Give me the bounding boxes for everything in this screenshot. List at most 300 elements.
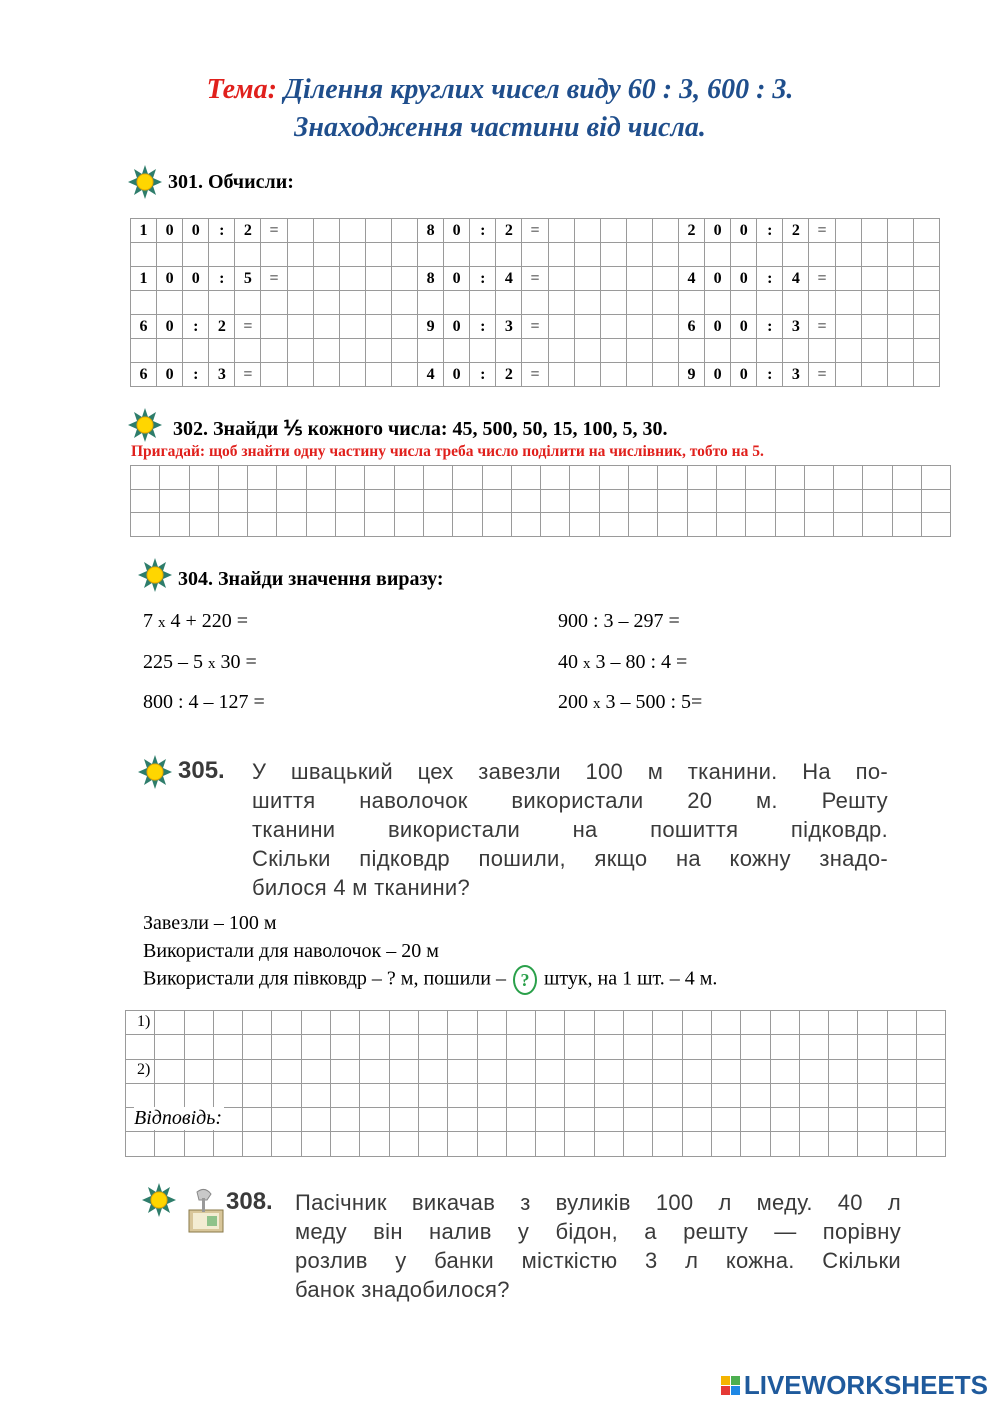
grid-cell[interactable] <box>771 1132 800 1156</box>
grid-cell[interactable] <box>331 1035 360 1059</box>
grid-cell[interactable] <box>888 243 914 267</box>
grid-cell[interactable] <box>683 1011 712 1035</box>
grid-cell[interactable] <box>261 363 287 387</box>
grid-cell[interactable] <box>272 1060 301 1084</box>
grid-cell[interactable] <box>595 1084 624 1108</box>
grid-cell[interactable] <box>365 513 394 537</box>
grid-cell[interactable] <box>805 490 834 514</box>
grid-cell[interactable] <box>627 315 653 339</box>
grid-cell[interactable] <box>478 1011 507 1035</box>
grid-cell[interactable] <box>683 1060 712 1084</box>
grid-cell[interactable] <box>302 1060 331 1084</box>
grid-cell[interactable] <box>829 1084 858 1108</box>
grid-cell[interactable] <box>746 513 775 537</box>
grid-cell[interactable] <box>653 1084 682 1108</box>
grid-cell[interactable] <box>185 1060 214 1084</box>
grid-cell[interactable] <box>507 1011 536 1035</box>
grid-cell[interactable] <box>470 291 496 315</box>
grid-cell[interactable] <box>536 1060 565 1084</box>
grid-cell[interactable] <box>629 490 658 514</box>
grid-cell[interactable] <box>366 291 392 315</box>
grid-cell[interactable] <box>272 1011 301 1035</box>
grid-cell[interactable] <box>624 1060 653 1084</box>
grid-cell[interactable] <box>261 243 287 267</box>
grid-cell[interactable] <box>627 363 653 387</box>
grid-cell[interactable] <box>741 1060 770 1084</box>
grid-cell[interactable] <box>888 219 914 243</box>
grid-cell[interactable] <box>288 243 314 267</box>
grid-cell[interactable] <box>829 1035 858 1059</box>
grid-cell[interactable] <box>243 1060 272 1084</box>
grid-cell[interactable] <box>653 363 679 387</box>
grid-cell[interactable] <box>395 513 424 537</box>
grid-cell[interactable] <box>565 1035 594 1059</box>
grid-cell[interactable] <box>914 219 940 243</box>
grid-cell[interactable] <box>331 1084 360 1108</box>
grid-cell[interactable] <box>183 243 209 267</box>
grid-cell[interactable] <box>126 1132 155 1156</box>
grid-cell[interactable] <box>340 315 366 339</box>
grid-cell[interactable] <box>565 1108 594 1132</box>
grid-cell[interactable] <box>243 1132 272 1156</box>
grid-cell[interactable] <box>829 1060 858 1084</box>
grid-cell[interactable] <box>336 513 365 537</box>
grid-cell[interactable] <box>712 1132 741 1156</box>
grid-cell[interactable] <box>392 363 418 387</box>
grid-cell[interactable] <box>366 243 392 267</box>
grid-cell[interactable] <box>478 1060 507 1084</box>
grid-cell[interactable] <box>496 291 522 315</box>
grid-cell[interactable] <box>131 513 160 537</box>
grid-cell[interactable] <box>809 243 835 267</box>
grid-cell[interactable] <box>836 363 862 387</box>
grid-cell[interactable] <box>549 291 575 315</box>
grid-cell[interactable] <box>565 1011 594 1035</box>
grid-cell[interactable] <box>392 315 418 339</box>
grid-cell[interactable] <box>549 315 575 339</box>
grid-cell[interactable] <box>453 513 482 537</box>
grid-cell[interactable] <box>741 1011 770 1035</box>
grid-cell[interactable] <box>653 1011 682 1035</box>
grid-cell[interactable] <box>917 1108 946 1132</box>
grid-cell[interactable] <box>888 1060 917 1084</box>
grid-cell[interactable] <box>418 243 444 267</box>
grid-cell[interactable] <box>314 291 340 315</box>
grid-cell[interactable] <box>512 466 541 490</box>
grid-cell[interactable] <box>541 466 570 490</box>
grid-cell[interactable] <box>629 513 658 537</box>
grid-cell[interactable] <box>366 363 392 387</box>
grid-cell[interactable] <box>627 339 653 363</box>
grid-cell[interactable] <box>157 291 183 315</box>
grid-cell[interactable] <box>627 243 653 267</box>
grid-cell[interactable] <box>395 466 424 490</box>
grid-cell[interactable] <box>829 1011 858 1035</box>
grid-cell[interactable] <box>829 1108 858 1132</box>
grid-cell[interactable] <box>470 243 496 267</box>
grid-cell[interactable] <box>392 267 418 291</box>
grid-cell[interactable] <box>914 339 940 363</box>
grid-cell[interactable] <box>575 363 601 387</box>
grid-cell[interactable] <box>214 1060 243 1084</box>
grid-cell[interactable] <box>507 1132 536 1156</box>
grid-cell[interactable] <box>783 243 809 267</box>
grid-cell[interactable] <box>277 513 306 537</box>
grid-cell[interactable] <box>888 315 914 339</box>
grid-cell[interactable] <box>536 1084 565 1108</box>
grid-cell[interactable] <box>653 291 679 315</box>
grid-cell[interactable] <box>507 1108 536 1132</box>
grid-cell[interactable] <box>624 1084 653 1108</box>
grid-cell[interactable] <box>448 1108 477 1132</box>
grid-cell[interactable] <box>776 466 805 490</box>
grid-cell[interactable] <box>914 267 940 291</box>
grid-cell[interactable] <box>858 1084 887 1108</box>
grid-cell[interactable] <box>800 1060 829 1084</box>
grid-cell[interactable] <box>444 243 470 267</box>
grid-cell[interactable] <box>741 1132 770 1156</box>
grid-cell[interactable] <box>235 291 261 315</box>
grid-cell[interactable] <box>917 1084 946 1108</box>
grid-cell[interactable] <box>183 339 209 363</box>
grid-cell[interactable] <box>360 1011 389 1035</box>
grid-cell[interactable] <box>862 219 888 243</box>
grid-cell[interactable] <box>541 490 570 514</box>
grid-cell[interactable] <box>629 466 658 490</box>
grid-cell[interactable] <box>314 315 340 339</box>
grid-cell[interactable] <box>712 1084 741 1108</box>
grid-cell[interactable] <box>470 339 496 363</box>
grid-cell[interactable] <box>157 339 183 363</box>
grid-cell[interactable] <box>705 339 731 363</box>
grid-cell[interactable] <box>302 1035 331 1059</box>
grid-cell[interactable] <box>390 1132 419 1156</box>
grid-cell[interactable] <box>190 490 219 514</box>
grid-cell[interactable] <box>914 363 940 387</box>
grid-cell[interactable] <box>549 363 575 387</box>
grid-cell[interactable] <box>512 513 541 537</box>
grid-cell[interactable] <box>243 1011 272 1035</box>
grid-cell[interactable] <box>419 1108 448 1132</box>
grid-cell[interactable] <box>600 513 629 537</box>
grid-cell[interactable] <box>395 490 424 514</box>
task305-answer-grid[interactable] <box>125 1010 946 1157</box>
grid-cell[interactable] <box>575 339 601 363</box>
grid-cell[interactable] <box>917 1011 946 1035</box>
grid-cell[interactable] <box>683 1108 712 1132</box>
grid-cell[interactable] <box>683 1084 712 1108</box>
grid-cell[interactable] <box>800 1011 829 1035</box>
grid-cell[interactable] <box>757 291 783 315</box>
grid-cell[interactable] <box>653 1035 682 1059</box>
grid-cell[interactable] <box>570 490 599 514</box>
grid-cell[interactable] <box>800 1084 829 1108</box>
grid-cell[interactable] <box>390 1108 419 1132</box>
grid-cell[interactable] <box>888 1084 917 1108</box>
grid-cell[interactable] <box>307 466 336 490</box>
grid-cell[interactable] <box>219 513 248 537</box>
grid-cell[interactable] <box>834 490 863 514</box>
grid-cell[interactable] <box>366 339 392 363</box>
grid-cell[interactable] <box>483 466 512 490</box>
grid-cell[interactable] <box>862 267 888 291</box>
grid-cell[interactable] <box>679 339 705 363</box>
grid-cell[interactable] <box>595 1060 624 1084</box>
grid-cell[interactable] <box>575 291 601 315</box>
grid-cell[interactable] <box>834 466 863 490</box>
grid-cell[interactable] <box>314 219 340 243</box>
grid-cell[interactable] <box>131 490 160 514</box>
grid-cell[interactable] <box>888 1132 917 1156</box>
grid-cell[interactable] <box>336 466 365 490</box>
grid-cell[interactable] <box>131 243 157 267</box>
grid-cell[interactable] <box>741 1084 770 1108</box>
grid-cell[interactable] <box>922 490 951 514</box>
grid-cell[interactable] <box>565 1084 594 1108</box>
grid-cell[interactable] <box>805 466 834 490</box>
grid-cell[interactable] <box>302 1011 331 1035</box>
grid-cell[interactable] <box>418 339 444 363</box>
grid-cell[interactable] <box>565 1132 594 1156</box>
grid-cell[interactable] <box>893 466 922 490</box>
grid-cell[interactable] <box>288 315 314 339</box>
grid-cell[interactable] <box>314 243 340 267</box>
grid-cell[interactable] <box>366 315 392 339</box>
grid-cell[interactable] <box>595 1011 624 1035</box>
grid-cell[interactable] <box>776 513 805 537</box>
grid-cell[interactable] <box>922 466 951 490</box>
grid-cell[interactable] <box>366 267 392 291</box>
grid-cell[interactable] <box>888 1108 917 1132</box>
grid-cell[interactable] <box>809 291 835 315</box>
grid-cell[interactable] <box>277 490 306 514</box>
grid-cell[interactable] <box>248 466 277 490</box>
grid-cell[interactable] <box>624 1035 653 1059</box>
grid-cell[interactable] <box>340 243 366 267</box>
grid-cell[interactable] <box>453 466 482 490</box>
grid-cell[interactable] <box>836 267 862 291</box>
grid-cell[interactable] <box>277 466 306 490</box>
grid-cell[interactable] <box>478 1035 507 1059</box>
grid-cell[interactable] <box>496 339 522 363</box>
grid-cell[interactable] <box>340 363 366 387</box>
grid-cell[interactable] <box>366 219 392 243</box>
grid-cell[interactable] <box>771 1060 800 1084</box>
grid-cell[interactable] <box>214 1035 243 1059</box>
grid-cell[interactable] <box>331 1132 360 1156</box>
grid-cell[interactable] <box>705 291 731 315</box>
grid-cell[interactable] <box>627 219 653 243</box>
grid-cell[interactable] <box>771 1084 800 1108</box>
grid-cell[interactable] <box>340 219 366 243</box>
grid-cell[interactable] <box>922 513 951 537</box>
grid-cell[interactable] <box>331 1060 360 1084</box>
grid-cell[interactable] <box>155 1084 184 1108</box>
grid-cell[interactable] <box>771 1108 800 1132</box>
grid-cell[interactable] <box>862 339 888 363</box>
grid-cell[interactable] <box>272 1108 301 1132</box>
grid-cell[interactable] <box>419 1132 448 1156</box>
grid-cell[interactable] <box>731 243 757 267</box>
grid-cell[interactable] <box>653 243 679 267</box>
grid-cell[interactable] <box>679 243 705 267</box>
grid-cell[interactable] <box>800 1035 829 1059</box>
task302-answer-grid[interactable] <box>130 465 951 537</box>
grid-cell[interactable] <box>717 513 746 537</box>
grid-cell[interactable] <box>888 291 914 315</box>
grid-cell[interactable] <box>862 363 888 387</box>
grid-cell[interactable] <box>717 490 746 514</box>
grid-cell[interactable] <box>914 315 940 339</box>
grid-cell[interactable] <box>360 1108 389 1132</box>
grid-cell[interactable] <box>522 243 548 267</box>
grid-cell[interactable] <box>783 291 809 315</box>
grid-cell[interactable] <box>776 490 805 514</box>
grid-cell[interactable] <box>888 267 914 291</box>
grid-cell[interactable] <box>261 291 287 315</box>
grid-cell[interactable] <box>478 1132 507 1156</box>
grid-cell[interactable] <box>746 466 775 490</box>
grid-cell[interactable] <box>893 490 922 514</box>
grid-cell[interactable] <box>836 243 862 267</box>
grid-cell[interactable] <box>862 243 888 267</box>
grid-cell[interactable] <box>155 1060 184 1084</box>
grid-cell[interactable] <box>624 1011 653 1035</box>
grid-cell[interactable] <box>575 219 601 243</box>
grid-cell[interactable] <box>419 1084 448 1108</box>
grid-cell[interactable] <box>858 1132 887 1156</box>
grid-cell[interactable] <box>272 1035 301 1059</box>
grid-cell[interactable] <box>757 243 783 267</box>
grid-cell[interactable] <box>862 291 888 315</box>
grid-cell[interactable] <box>893 513 922 537</box>
grid-cell[interactable] <box>424 513 453 537</box>
grid-cell[interactable] <box>448 1060 477 1084</box>
grid-cell[interactable] <box>336 490 365 514</box>
grid-cell[interactable] <box>331 1108 360 1132</box>
grid-cell[interactable] <box>126 1035 155 1059</box>
grid-cell[interactable] <box>549 219 575 243</box>
grid-cell[interactable] <box>302 1084 331 1108</box>
grid-cell[interactable] <box>478 1108 507 1132</box>
grid-cell[interactable] <box>392 243 418 267</box>
grid-cell[interactable] <box>888 1035 917 1059</box>
grid-cell[interactable] <box>390 1084 419 1108</box>
grid-cell[interactable] <box>570 466 599 490</box>
grid-cell[interactable] <box>717 466 746 490</box>
grid-cell[interactable] <box>424 490 453 514</box>
grid-cell[interactable] <box>836 291 862 315</box>
grid-cell[interactable] <box>731 339 757 363</box>
grid-cell[interactable] <box>365 466 394 490</box>
grid-cell[interactable] <box>771 1035 800 1059</box>
grid-cell[interactable] <box>595 1035 624 1059</box>
grid-cell[interactable] <box>302 1132 331 1156</box>
grid-cell[interactable] <box>771 1011 800 1035</box>
grid-cell[interactable] <box>658 490 687 514</box>
grid-cell[interactable] <box>214 1011 243 1035</box>
grid-cell[interactable] <box>331 1011 360 1035</box>
grid-cell[interactable] <box>522 291 548 315</box>
grid-cell[interactable] <box>536 1132 565 1156</box>
grid-cell[interactable] <box>863 466 892 490</box>
grid-cell[interactable] <box>549 243 575 267</box>
grid-cell[interactable] <box>419 1035 448 1059</box>
grid-cell[interactable] <box>448 1035 477 1059</box>
grid-cell[interactable] <box>836 315 862 339</box>
grid-cell[interactable] <box>448 1084 477 1108</box>
grid-cell[interactable] <box>392 219 418 243</box>
grid-cell[interactable] <box>757 339 783 363</box>
grid-cell[interactable] <box>653 1108 682 1132</box>
grid-cell[interactable] <box>600 466 629 490</box>
grid-cell[interactable] <box>858 1011 887 1035</box>
grid-cell[interactable] <box>185 1132 214 1156</box>
grid-cell[interactable] <box>541 513 570 537</box>
grid-cell[interactable] <box>288 291 314 315</box>
liveworksheets-logo[interactable] <box>721 1370 988 1401</box>
grid-cell[interactable] <box>307 513 336 537</box>
grid-cell[interactable] <box>131 339 157 363</box>
grid-cell[interactable] <box>627 267 653 291</box>
grid-cell[interactable] <box>917 1132 946 1156</box>
grid-cell[interactable] <box>507 1035 536 1059</box>
grid-cell[interactable] <box>601 315 627 339</box>
grid-cell[interactable] <box>483 513 512 537</box>
grid-cell[interactable] <box>917 1035 946 1059</box>
grid-cell[interactable] <box>392 339 418 363</box>
grid-cell[interactable] <box>888 363 914 387</box>
grid-cell[interactable] <box>314 267 340 291</box>
grid-cell[interactable] <box>575 243 601 267</box>
grid-cell[interactable] <box>288 267 314 291</box>
grid-cell[interactable] <box>209 339 235 363</box>
grid-cell[interactable] <box>160 466 189 490</box>
grid-cell[interactable] <box>478 1084 507 1108</box>
grid-cell[interactable] <box>360 1084 389 1108</box>
grid-cell[interactable] <box>261 339 287 363</box>
grid-cell[interactable] <box>809 339 835 363</box>
grid-cell[interactable] <box>448 1132 477 1156</box>
grid-cell[interactable] <box>653 339 679 363</box>
grid-cell[interactable] <box>549 267 575 291</box>
grid-cell[interactable] <box>705 243 731 267</box>
grid-cell[interactable] <box>185 1084 214 1108</box>
grid-cell[interactable] <box>419 1060 448 1084</box>
grid-cell[interactable] <box>340 339 366 363</box>
grid-cell[interactable] <box>888 339 914 363</box>
grid-cell[interactable] <box>522 339 548 363</box>
grid-cell[interactable] <box>653 1060 682 1084</box>
grid-cell[interactable] <box>390 1060 419 1084</box>
grid-cell[interactable] <box>653 219 679 243</box>
grid-cell[interactable] <box>444 339 470 363</box>
grid-cell[interactable] <box>800 1132 829 1156</box>
grid-cell[interactable] <box>688 466 717 490</box>
grid-cell[interactable] <box>783 339 809 363</box>
grid-cell[interactable] <box>829 1132 858 1156</box>
grid-cell[interactable] <box>288 363 314 387</box>
grid-cell[interactable] <box>565 1060 594 1084</box>
grid-cell[interactable] <box>214 1132 243 1156</box>
grid-cell[interactable] <box>235 339 261 363</box>
grid-cell[interactable] <box>185 1011 214 1035</box>
grid-cell[interactable] <box>360 1035 389 1059</box>
grid-cell[interactable] <box>390 1011 419 1035</box>
grid-cell[interactable] <box>360 1132 389 1156</box>
grid-cell[interactable] <box>302 1108 331 1132</box>
grid-cell[interactable] <box>914 243 940 267</box>
